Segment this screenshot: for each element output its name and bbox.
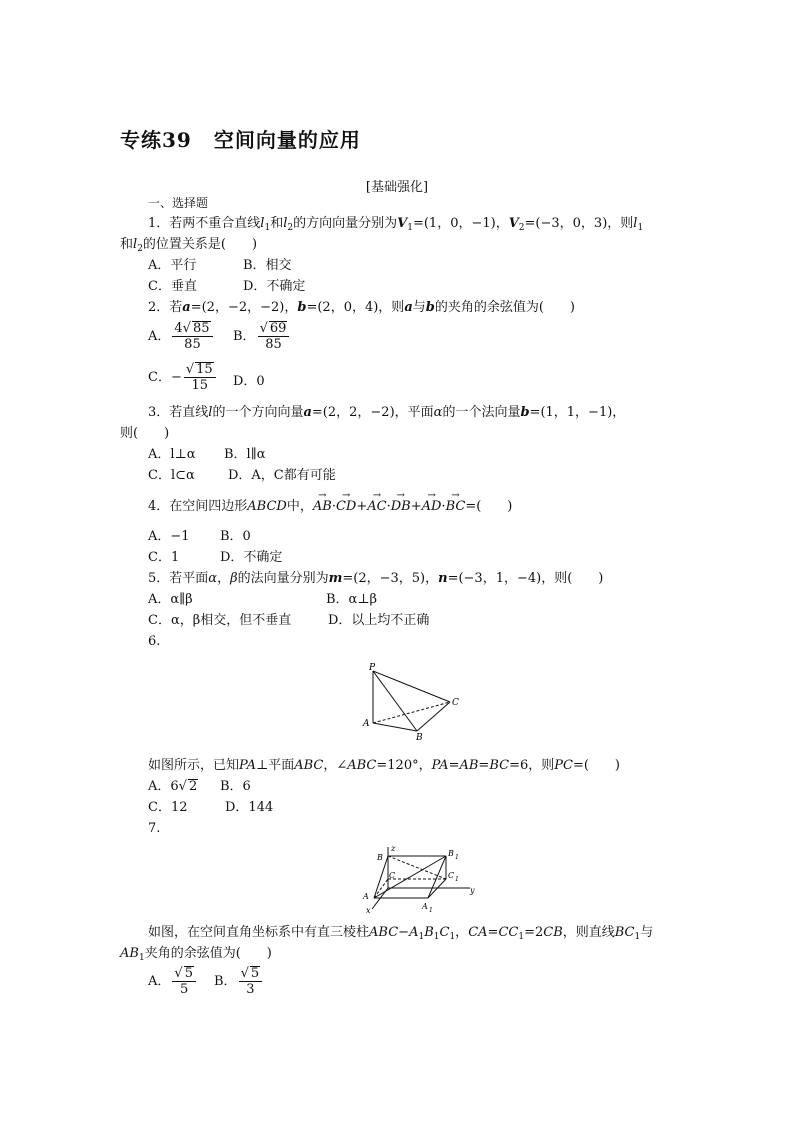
label-z: z [391,844,396,853]
question-3-option-b: B．l∥α [224,447,266,462]
label-B: B [377,853,383,862]
label-A1-sub: 1 [429,907,433,914]
question-5-stem: 5．若平面α，β的法向量分别为m=(2，−3，5)，n=(−3，1，−4)，则( ) [148,571,604,586]
question-1-stem: 1．若两不重合直线$l_1$和$l_2$的方向向量分别为$V_1=(1$，0，−1)，$V_2=(-3$，0，3)，则$l_1$ [148,216,644,233]
question-2-option-d: D．0 [233,374,265,389]
question-3-stem: 3．若直线l的一个方向向量a=(2，2，−2)，平面α的一个法向量b=(1，1，−1)， [148,405,626,420]
question-5-option-b: B．α⊥β [326,592,378,607]
label-x: x [366,906,371,915]
part-heading: 一、选择题 [148,196,209,210]
label-B1: B [448,849,454,858]
pyramid-figure [360,660,470,744]
label-C1-sub: 1 [455,876,459,883]
question-4-stem: 4．在空间四边形ABCD中，→ AB·→ CD+→ AC·→ DB+→ AD·→ BC=( ) [148,498,512,516]
label-C: C [389,871,396,880]
page-title: 专练39 空间向量的应用 [120,128,361,152]
question-3-option-c: C．l⊂α [148,468,195,483]
question-7-number: 7. [148,821,161,836]
question-6-option-b: B．6 [220,779,251,794]
label-y: y [470,886,475,895]
label-A: A [363,892,369,901]
question-7-option-a: A． $\frac{√ 5}{5}$ [148,966,198,997]
label-C: C [452,698,459,708]
question-5-option-c: C．α，β相交，但不垂直 [148,613,292,628]
question-2-stem: 2．若a=(2，−2，−2)，b=(2，0，4)，则a与b的夹角的余弦值为( ) [148,300,576,315]
question-3-stem-cont: 则( ) [120,426,170,441]
question-3-option-d: D．A，C都有可能 [228,468,336,483]
label-P: P [369,663,376,673]
question-1-option-b: B．相交 [243,258,292,273]
question-4-option-d: D．不确定 [220,550,283,565]
question-4-option-b: B．0 [220,529,251,544]
question-5-option-d: D．以上均不正确 [328,613,430,628]
question-7-stem-cont: $AB_1$夹角的余弦值为( ) [120,946,272,963]
prism-figure [358,841,474,915]
question-2-option-b: B． $\frac{√ 69}{85}$ [233,321,291,352]
question-2-option-a: A． $\frac{4√ 85}{85}$ [148,321,215,352]
question-6-option-a: A．6√ 2 [148,779,198,794]
label-A1: A [422,902,428,911]
question-6-stem: 如图所示，已知PA⊥平面ABC，∠ABC=120°，PA=AB=BC=6，则PC=( ) [148,758,620,773]
label-C1: C [448,871,455,880]
question-7-option-b: B． $\frac{√ 5}{3}$ [214,966,264,997]
question-6-number: 6. [148,634,161,649]
label-B: B [416,733,423,743]
question-1-stem-cont: 和$l_2$的位置关系是( ) [120,237,258,254]
question-4-option-a: A．−1 [148,529,190,544]
question-3-option-a: A．l⊥α [148,447,196,462]
question-1-option-c: C．垂直 [148,279,197,294]
question-2-option-c: C．− $\frac{√ 15}{15}$ [148,362,218,393]
question-6-option-c: C．12 [148,800,188,815]
question-1-option-d: D．不确定 [243,279,306,294]
question-4-option-c: C．1 [148,550,180,565]
section-heading: [基础强化] [365,180,429,195]
label-A: A [363,719,370,729]
question-6-option-d: D．144 [225,800,274,815]
question-1-option-a: A．平行 [148,258,197,273]
question-7-stem: 如图，在空间直角坐标系中有直三棱柱$ABC-A_1B_1C_1$，$CA=CC_1=2CB$，则直线$BC_1$与 [148,925,654,942]
question-5-option-a: A．α∥β [148,592,193,607]
label-B1-sub: 1 [455,854,459,861]
